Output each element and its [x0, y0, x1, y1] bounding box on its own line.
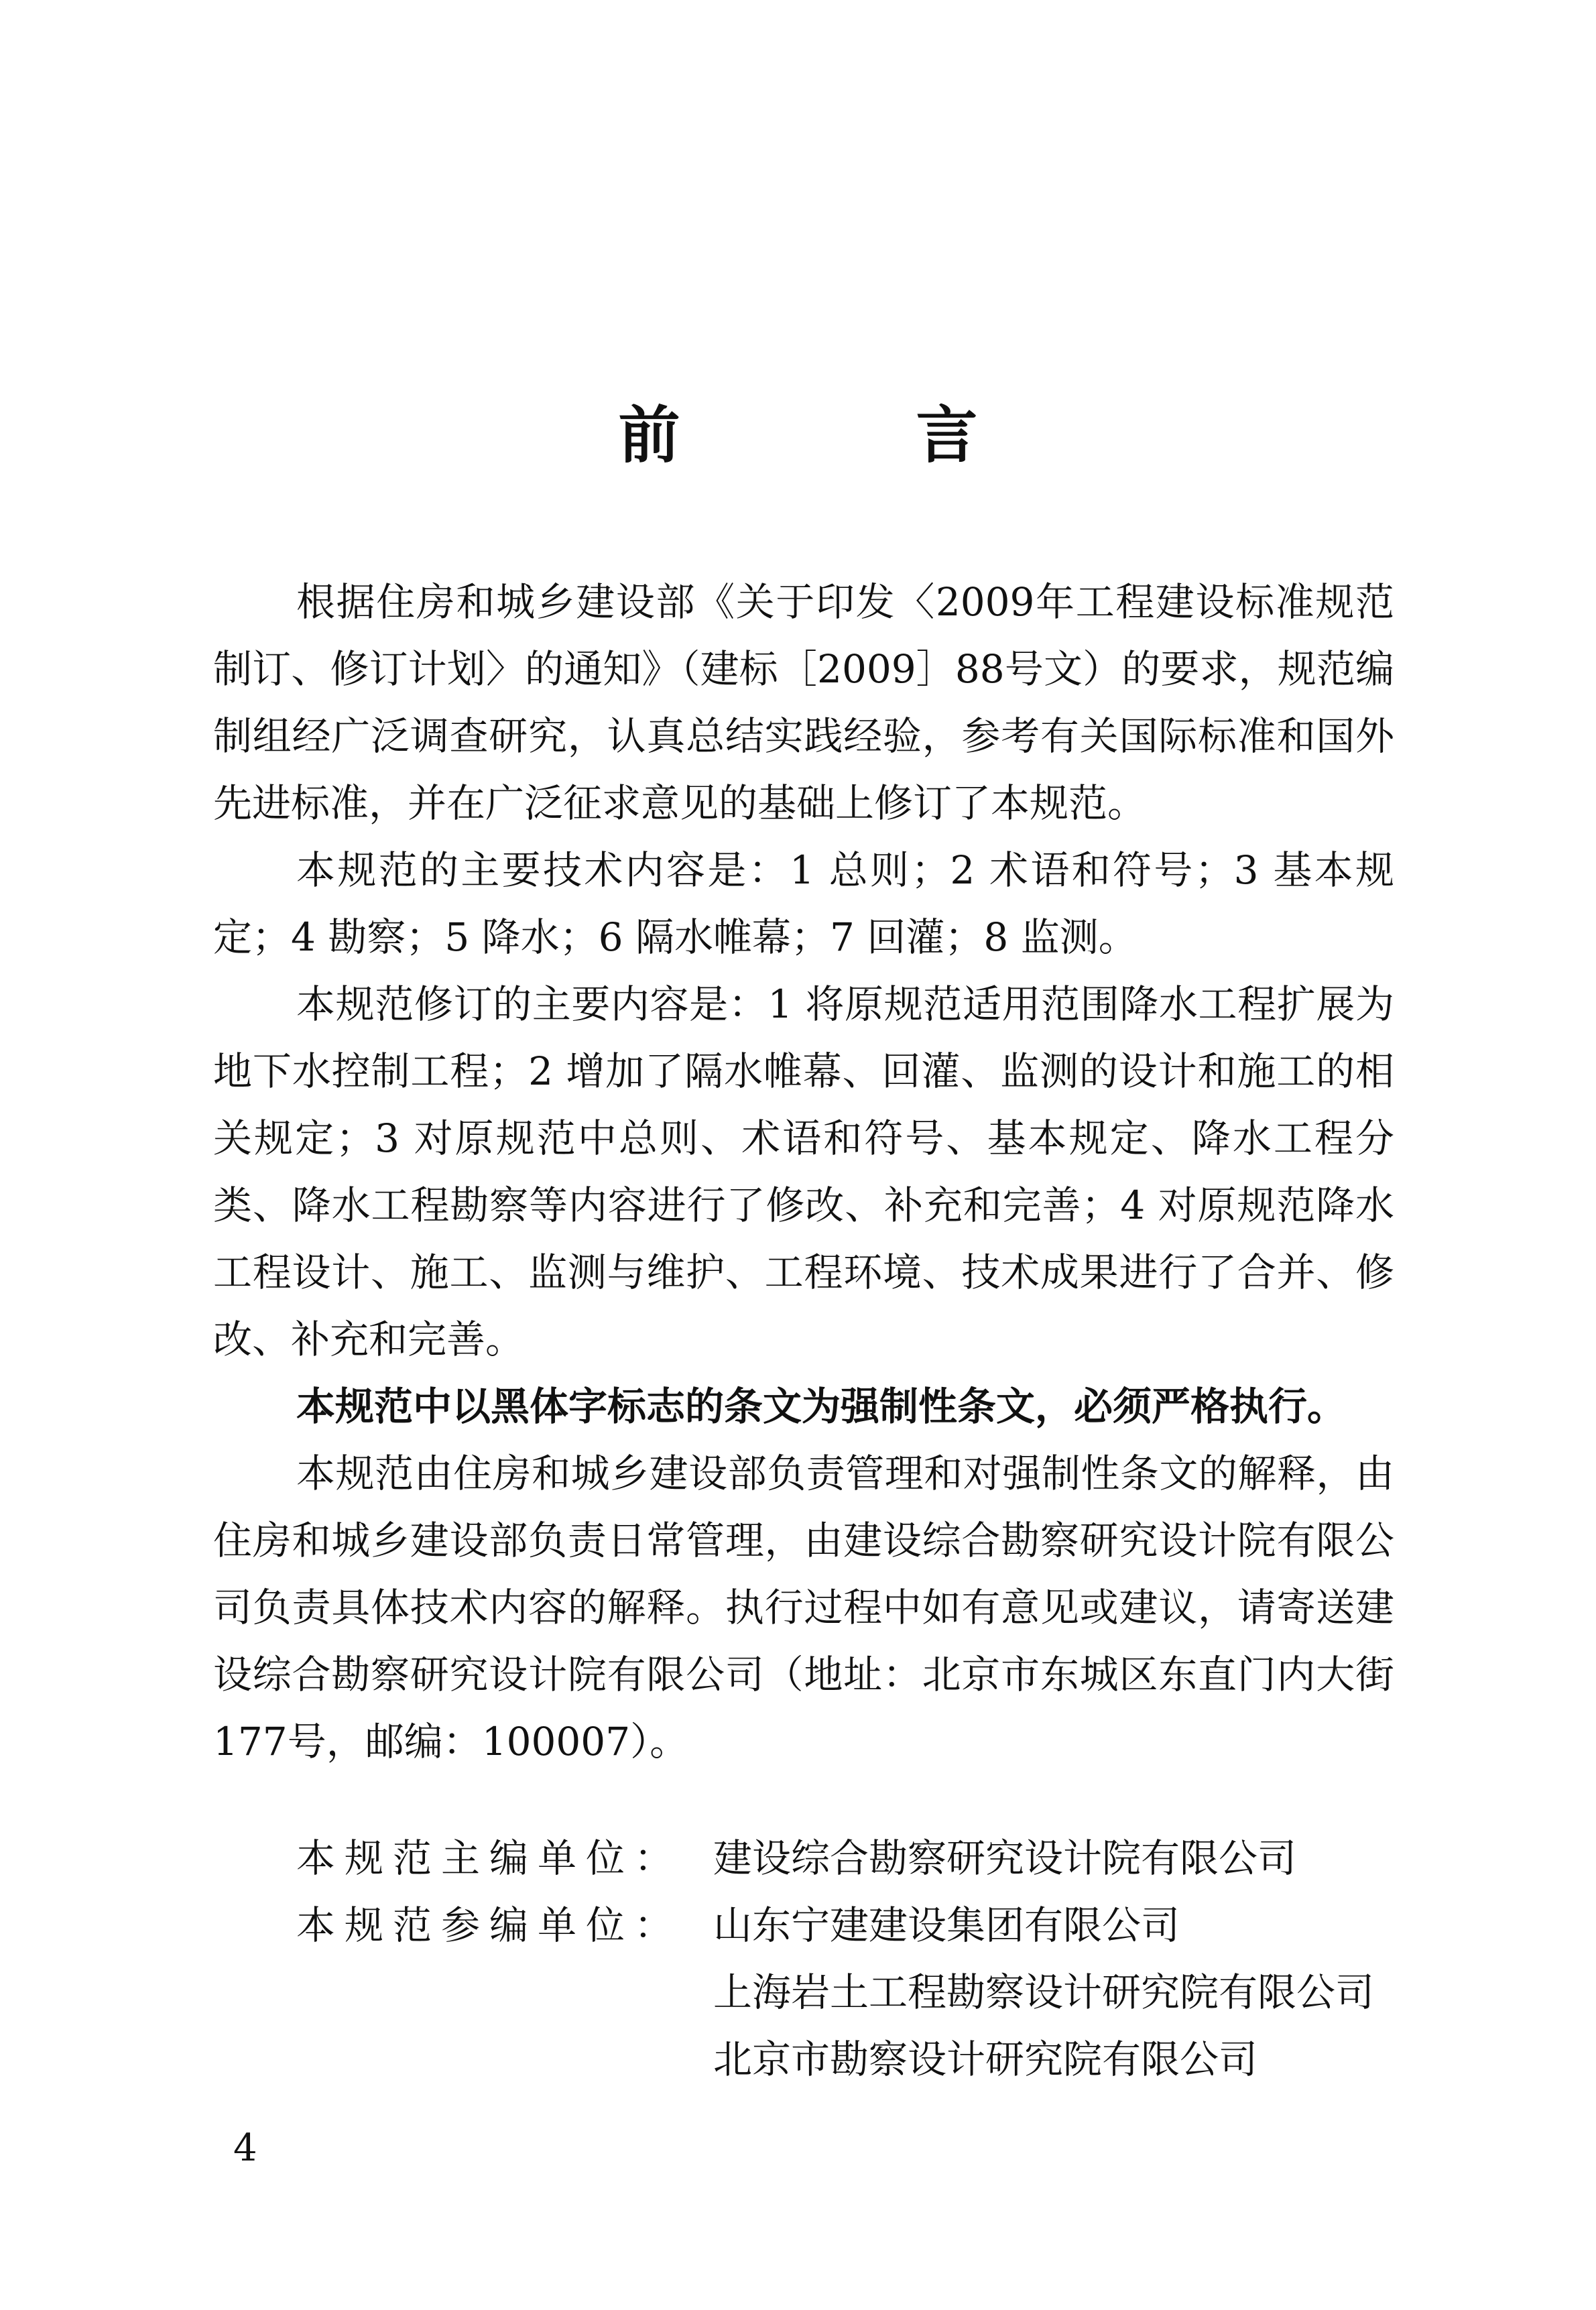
participating-organization: 北京市勘察设计研究院有限公司	[713, 2037, 1258, 2082]
participating-organizations-values	[713, 1892, 1396, 2093]
chief-organization-values	[713, 1825, 1396, 1892]
preface-body	[213, 568, 1394, 1775]
paragraph-basis: 根据住房和城乡建设部《关于印发〈2009年工程建设标准规范制订、修订计划〉的通知》（建标［2009］88号文）的要求，规范编制组经广泛调查研究，认真总结实践经验，参考有关国际标准和国外先进标准，并在广泛征求意见的基础上修订了本规范。	[213, 579, 1394, 826]
page-title: 前 言	[618, 400, 1085, 471]
paragraph-management: 本规范由住房和城乡建设部负责管理和对强制性条文的解释，由住房和城乡建设部负责日常管理，由建设综合勘察研究设计院有限公司负责具体技术内容的解释。执行过程中如有意见或建议，请寄送建设综合勘察研究设计院有限公司（地址：北京市东城区东直门内大街177号，邮编：100007）。	[213, 1451, 1394, 1764]
participating-organizations-row	[296, 1892, 1396, 2093]
paragraph-mandatory-clauses: 本规范中以黑体字标志的条文为强制性条文，必须严格执行。	[296, 1384, 1347, 1429]
participating-organization: 山东宁建建设集团有限公司	[713, 1902, 1180, 1948]
chief-organization-row	[296, 1825, 1396, 1892]
participating-organizations-label: 本规范参编单位：	[296, 1902, 683, 1948]
chief-organization-label: 本规范主编单位：	[296, 1835, 683, 1881]
chief-organization-value: 建设综合勘察研究设计院有限公司	[713, 1835, 1297, 1881]
organizations-list	[296, 1825, 1396, 2093]
paragraph-revision-content: 本规范修订的主要内容是：1 将原规范适用范围降水工程扩展为地下水控制工程；2 增加了隔水帷幕、回灌、监测的设计和施工的相关规定；3 对原规范中总则、术语和符号、基本规定、降水工程分类、降水工程勘察等内容进行了修改、补充和完善；4 对原规范降水工程设计、施工、监测与维护、工程环境、技术成果进行了合并、修改、补充和完善。	[213, 981, 1394, 1362]
paragraph-main-content: 本规范的主要技术内容是：1 总则；2 术语和符号；3 基本规定；4 勘察；5 降水；6 隔水帷幕；7 回灌；8 监测。	[213, 847, 1394, 960]
participating-organization: 上海岩土工程勘察设计研究院有限公司	[713, 1969, 1375, 2015]
page-number: 4	[233, 2126, 257, 2170]
